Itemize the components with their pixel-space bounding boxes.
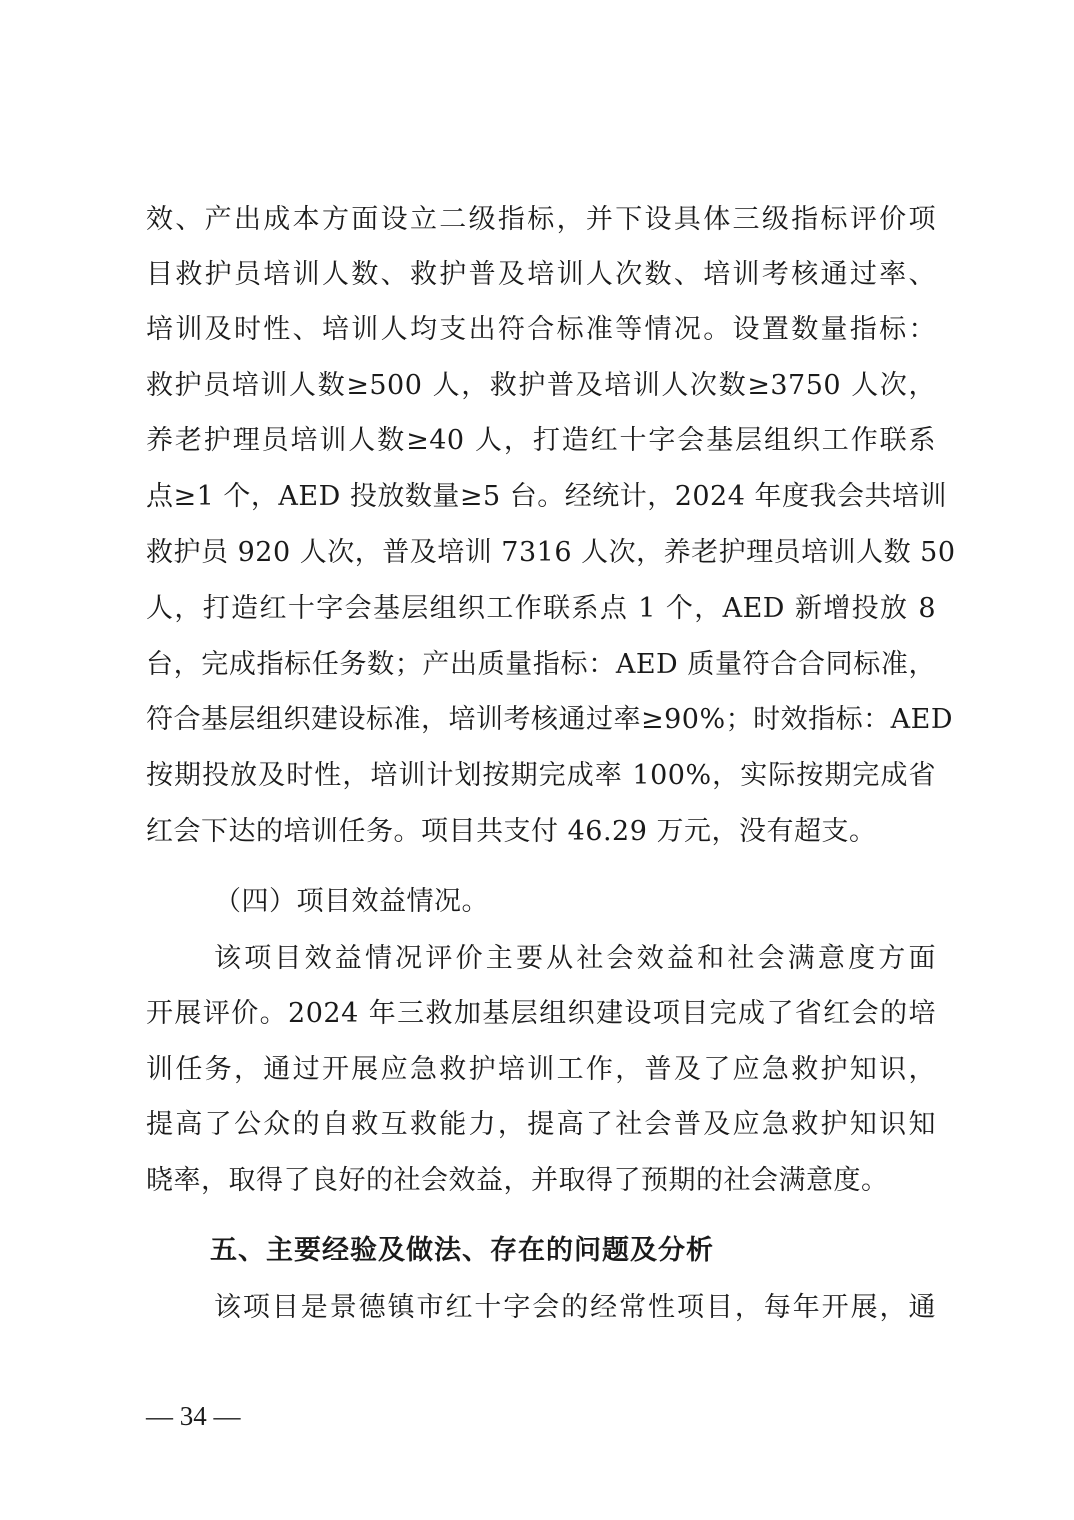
paragraph-line: 点≥1 个，AED 投放数量≥5 台。经统计，2024 年度我会共培训	[146, 481, 948, 512]
subheading-project-benefits: （四）项目效益情况。	[214, 886, 489, 917]
paragraph-line: 养老护理员培训人数≥40 人，打造红十字会基层组织工作联系	[146, 425, 936, 456]
page-number: — 34 —	[146, 1401, 241, 1431]
paragraph-line: 按期投放及时性，培训计划按期完成率 100%，实际按期完成省	[146, 760, 936, 791]
paragraph-line: 目救护员培训人数、救护普及培训人次数、培训考核通过率、	[146, 259, 936, 290]
paragraph-line: 开展评价。2024 年三救加基层组织建设项目完成了省红会的培	[146, 998, 936, 1029]
section-heading-5: 五、主要经验及做法、存在的问题及分析	[210, 1235, 714, 1266]
paragraph-line: 该项目效益情况评价主要从社会效益和社会满意度方面	[214, 943, 936, 974]
paragraph-line: 台，完成指标任务数；产出质量指标：AED 质量符合合同标准，	[146, 649, 936, 680]
paragraph-line: 人，打造红十字会基层组织工作联系点 1 个，AED 新增投放 8	[146, 593, 936, 624]
paragraph-line: 效、产出成本方面设立二级指标，并下设具体三级指标评价项	[146, 204, 936, 235]
paragraph-line: 红会下达的培训任务。项目共支付 46.29 万元，没有超支。	[146, 816, 877, 847]
paragraph-line: 救护员培训人数≥500 人，救护普及培训人次数≥3750 人次，	[146, 370, 936, 401]
paragraph-line: 提高了公众的自救互救能力，提高了社会普及应急救护知识知	[146, 1109, 936, 1140]
paragraph-line: 培训及时性、培训人均支出符合标准等情况。设置数量指标：	[146, 314, 936, 345]
paragraph-line: 晓率，取得了良好的社会效益，并取得了预期的社会满意度。	[146, 1165, 889, 1196]
paragraph-line: 训任务，通过开展应急救护培训工作，普及了应急救护知识，	[146, 1054, 936, 1085]
paragraph-line: 该项目是景德镇市红十字会的经常性项目，每年开展，通	[214, 1292, 936, 1323]
paragraph-line: 救护员 920 人次，普及培训 7316 人次，养老护理员培训人数 50	[146, 537, 956, 568]
paragraph-line: 符合基层组织建设标准，培训考核通过率≥90%；时效指标：AED	[146, 704, 953, 735]
